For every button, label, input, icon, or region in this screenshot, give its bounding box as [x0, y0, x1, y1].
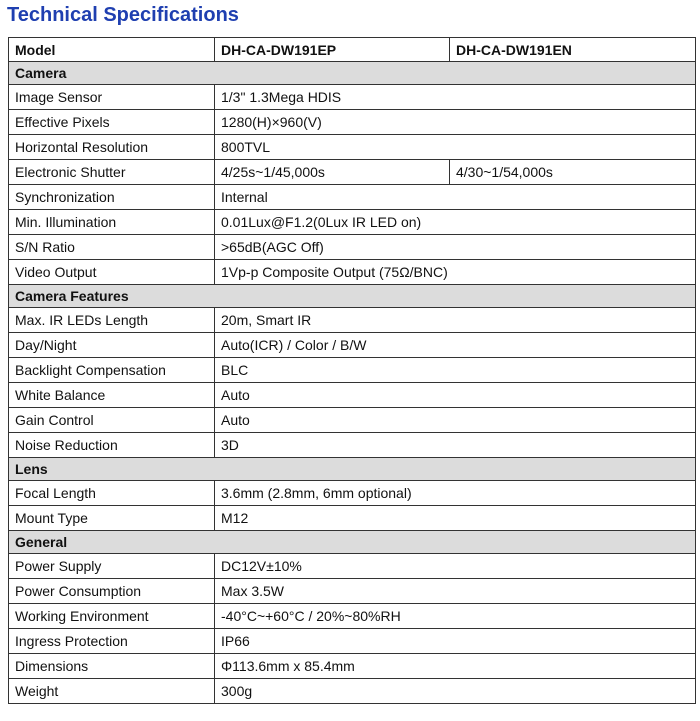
spec-row	[9, 185, 696, 210]
spec-value: 1/3" 1.3Mega HDIS	[215, 85, 696, 110]
spec-label: Electronic Shutter	[9, 160, 215, 185]
spec-label: Power Consumption	[9, 579, 215, 604]
spec-row	[9, 629, 696, 654]
header-model-en: DH-CA-DW191EN	[450, 38, 696, 62]
section-row	[9, 285, 696, 308]
spec-label: Ingress Protection	[9, 629, 215, 654]
spec-label: White Balance	[9, 383, 215, 408]
spec-value: 1280(H)×960(V)	[215, 110, 696, 135]
header-row	[9, 38, 696, 62]
spec-row	[9, 333, 696, 358]
spec-label: Focal Length	[9, 481, 215, 506]
spec-label: Working Environment	[9, 604, 215, 629]
spec-label: Mount Type	[9, 506, 215, 531]
spec-label: Synchronization	[9, 185, 215, 210]
section-title: General	[9, 531, 696, 554]
spec-label: Effective Pixels	[9, 110, 215, 135]
spec-label: S/N Ratio	[9, 235, 215, 260]
spec-value: -40°C~+60°C / 20%~80%RH	[215, 604, 696, 629]
spec-row	[9, 135, 696, 160]
spec-value: Max 3.5W	[215, 579, 696, 604]
section-title: Camera Features	[9, 285, 696, 308]
spec-row	[9, 679, 696, 704]
spec-value: 20m, Smart IR	[215, 308, 696, 333]
section-row	[9, 531, 696, 554]
spec-label: Weight	[9, 679, 215, 704]
spec-row	[9, 85, 696, 110]
spec-value: >65dB(AGC Off)	[215, 235, 696, 260]
spec-value: 800TVL	[215, 135, 696, 160]
header-model-label: Model	[9, 38, 215, 62]
spec-label: Video Output	[9, 260, 215, 285]
spec-label: Backlight Compensation	[9, 358, 215, 383]
spec-value: Auto(ICR) / Color / B/W	[215, 333, 696, 358]
spec-row	[9, 383, 696, 408]
spec-value: Φ113.6mm x 85.4mm	[215, 654, 696, 679]
header-model-ep: DH-CA-DW191EP	[215, 38, 450, 62]
spec-row	[9, 579, 696, 604]
section-title: Lens	[9, 458, 696, 481]
section-title: Camera	[9, 62, 696, 85]
spec-value: 3D	[215, 433, 696, 458]
spec-label: Noise Reduction	[9, 433, 215, 458]
spec-row	[9, 408, 696, 433]
spec-label: Power Supply	[9, 554, 215, 579]
spec-value: 4/25s~1/45,000s	[215, 160, 450, 185]
spec-value: Auto	[215, 383, 696, 408]
spec-row	[9, 433, 696, 458]
spec-label: Gain Control	[9, 408, 215, 433]
spec-value-en: 4/30~1/54,000s	[450, 160, 696, 185]
spec-table-body	[9, 38, 696, 704]
spec-value: 1Vp-p Composite Output (75Ω/BNC)	[215, 260, 696, 285]
spec-label: Dimensions	[9, 654, 215, 679]
spec-value: 3.6mm (2.8mm, 6mm optional)	[215, 481, 696, 506]
spec-label: Day/Night	[9, 333, 215, 358]
spec-row	[9, 554, 696, 579]
spec-row	[9, 654, 696, 679]
spec-row	[9, 506, 696, 531]
spec-value: IP66	[215, 629, 696, 654]
spec-value: 0.01Lux@F1.2(0Lux IR LED on)	[215, 210, 696, 235]
page-title: Technical Specifications	[7, 4, 239, 26]
spec-row	[9, 110, 696, 135]
spec-label: Horizontal Resolution	[9, 135, 215, 160]
spec-value: Auto	[215, 408, 696, 433]
spec-row	[9, 308, 696, 333]
spec-label: Min. Illumination	[9, 210, 215, 235]
spec-row	[9, 481, 696, 506]
spec-row	[9, 358, 696, 383]
spec-label: Image Sensor	[9, 85, 215, 110]
spec-value: Internal	[215, 185, 696, 210]
spec-label: Max. IR LEDs Length	[9, 308, 215, 333]
spec-table	[8, 37, 696, 704]
spec-row	[9, 235, 696, 260]
spec-value: M12	[215, 506, 696, 531]
spec-row	[9, 260, 696, 285]
spec-value: 300g	[215, 679, 696, 704]
spec-value: DC12V±10%	[215, 554, 696, 579]
spec-row	[9, 160, 696, 185]
spec-value: BLC	[215, 358, 696, 383]
spec-row	[9, 604, 696, 629]
spec-row	[9, 210, 696, 235]
section-row	[9, 458, 696, 481]
section-row	[9, 62, 696, 85]
